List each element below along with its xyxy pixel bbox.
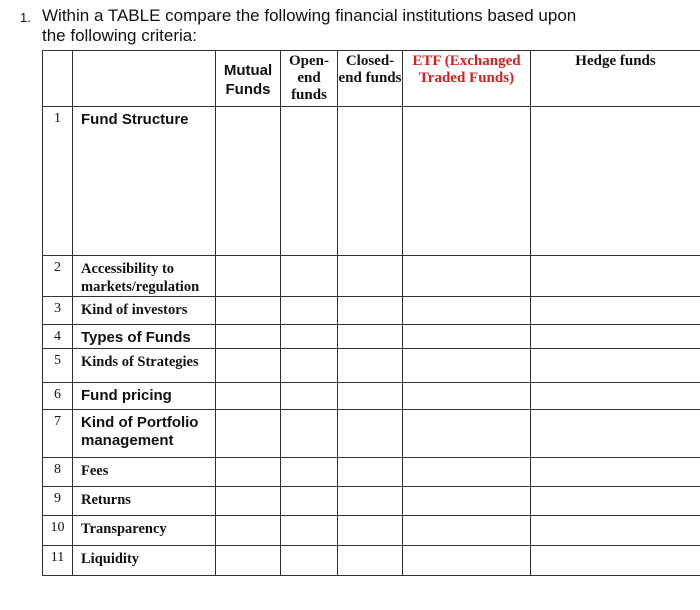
cell[interactable] bbox=[216, 458, 281, 487]
cell[interactable] bbox=[403, 256, 531, 297]
cell[interactable] bbox=[216, 107, 281, 256]
row-number: 5 bbox=[43, 349, 73, 383]
row-number: 4 bbox=[43, 325, 73, 349]
question-heading bbox=[0, 0, 700, 46]
header-hedge-funds: Hedge funds bbox=[531, 51, 700, 107]
cell[interactable] bbox=[216, 256, 281, 297]
criteria-accessibility: Accessibility to markets/regulation bbox=[73, 256, 216, 297]
criteria-types-of-funds: Types of Funds bbox=[73, 325, 216, 349]
criteria-fees: Fees bbox=[73, 458, 216, 487]
row-number: 2 bbox=[43, 256, 73, 297]
table-row bbox=[43, 297, 700, 325]
table-row bbox=[43, 325, 700, 349]
cell[interactable] bbox=[338, 325, 403, 349]
table-row bbox=[43, 516, 700, 546]
row-number: 1 bbox=[43, 107, 73, 256]
table-row bbox=[43, 458, 700, 487]
cell[interactable] bbox=[403, 297, 531, 325]
cell[interactable] bbox=[403, 458, 531, 487]
cell[interactable] bbox=[531, 487, 700, 516]
question-number: 1. bbox=[20, 10, 31, 25]
cell[interactable] bbox=[531, 410, 700, 458]
cell[interactable] bbox=[531, 383, 700, 410]
cell[interactable] bbox=[338, 349, 403, 383]
criteria-kinds-of-strategies: Kinds of Strategies bbox=[73, 349, 216, 383]
cell[interactable] bbox=[216, 410, 281, 458]
comparison-table bbox=[42, 50, 700, 576]
cell[interactable] bbox=[281, 516, 338, 546]
cell[interactable] bbox=[403, 107, 531, 256]
cell[interactable] bbox=[281, 546, 338, 576]
row-number: 8 bbox=[43, 458, 73, 487]
table-row bbox=[43, 410, 700, 458]
cell[interactable] bbox=[338, 487, 403, 516]
cell[interactable] bbox=[531, 516, 700, 546]
cell[interactable] bbox=[216, 383, 281, 410]
table-row bbox=[43, 546, 700, 576]
table-row bbox=[43, 487, 700, 516]
cell[interactable] bbox=[216, 546, 281, 576]
cell[interactable] bbox=[281, 256, 338, 297]
cell[interactable] bbox=[403, 516, 531, 546]
table-row bbox=[43, 107, 700, 256]
row-number: 11 bbox=[43, 546, 73, 576]
criteria-kind-of-investors: Kind of investors bbox=[73, 297, 216, 325]
header-etf: ETF (Exchanged Traded Funds) bbox=[403, 51, 531, 107]
cell[interactable] bbox=[281, 383, 338, 410]
cell[interactable] bbox=[216, 325, 281, 349]
header-row bbox=[43, 51, 700, 107]
cell[interactable] bbox=[531, 297, 700, 325]
row-number: 3 bbox=[43, 297, 73, 325]
criteria-returns: Returns bbox=[73, 487, 216, 516]
cell[interactable] bbox=[216, 487, 281, 516]
cell[interactable] bbox=[403, 410, 531, 458]
cell[interactable] bbox=[531, 107, 700, 256]
cell[interactable] bbox=[403, 349, 531, 383]
cell[interactable] bbox=[338, 107, 403, 256]
cell[interactable] bbox=[531, 349, 700, 383]
header-open-end-funds: Open-end funds bbox=[281, 51, 338, 107]
cell[interactable] bbox=[338, 516, 403, 546]
criteria-fund-pricing: Fund pricing bbox=[73, 383, 216, 410]
cell[interactable] bbox=[216, 349, 281, 383]
cell[interactable] bbox=[531, 546, 700, 576]
cell[interactable] bbox=[216, 516, 281, 546]
row-number: 6 bbox=[43, 383, 73, 410]
cell[interactable] bbox=[281, 410, 338, 458]
criteria-fund-structure: Fund Structure bbox=[73, 107, 216, 256]
cell[interactable] bbox=[531, 256, 700, 297]
cell[interactable] bbox=[338, 256, 403, 297]
cell[interactable] bbox=[403, 546, 531, 576]
table-row bbox=[43, 349, 700, 383]
criteria-portfolio-management: Kind of Portfolio management bbox=[73, 410, 216, 458]
cell[interactable] bbox=[338, 297, 403, 325]
header-closed-end-funds: Closed-end funds bbox=[338, 51, 403, 107]
cell[interactable] bbox=[403, 487, 531, 516]
header-blank-criteria bbox=[73, 51, 216, 107]
criteria-liquidity: Liquidity bbox=[73, 546, 216, 576]
cell[interactable] bbox=[281, 349, 338, 383]
cell[interactable] bbox=[338, 410, 403, 458]
header-mutual-funds: Mutual Funds bbox=[216, 51, 281, 107]
cell[interactable] bbox=[531, 458, 700, 487]
cell[interactable] bbox=[338, 383, 403, 410]
table-row bbox=[43, 383, 700, 410]
cell[interactable] bbox=[281, 458, 338, 487]
cell[interactable] bbox=[281, 487, 338, 516]
criteria-transparency: Transparency bbox=[73, 516, 216, 546]
cell[interactable] bbox=[281, 325, 338, 349]
header-blank-number bbox=[43, 51, 73, 107]
row-number: 10 bbox=[43, 516, 73, 546]
cell[interactable] bbox=[338, 458, 403, 487]
cell[interactable] bbox=[531, 325, 700, 349]
cell[interactable] bbox=[403, 383, 531, 410]
cell[interactable] bbox=[338, 546, 403, 576]
cell[interactable] bbox=[216, 297, 281, 325]
cell[interactable] bbox=[403, 325, 531, 349]
question-text-line-2: the following criteria: bbox=[42, 26, 197, 45]
row-number: 9 bbox=[43, 487, 73, 516]
table-row bbox=[43, 256, 700, 297]
row-number: 7 bbox=[43, 410, 73, 458]
cell[interactable] bbox=[281, 107, 338, 256]
cell[interactable] bbox=[281, 297, 338, 325]
question-text-line-1: Within a TABLE compare the following financial institutions based upon bbox=[42, 6, 577, 25]
